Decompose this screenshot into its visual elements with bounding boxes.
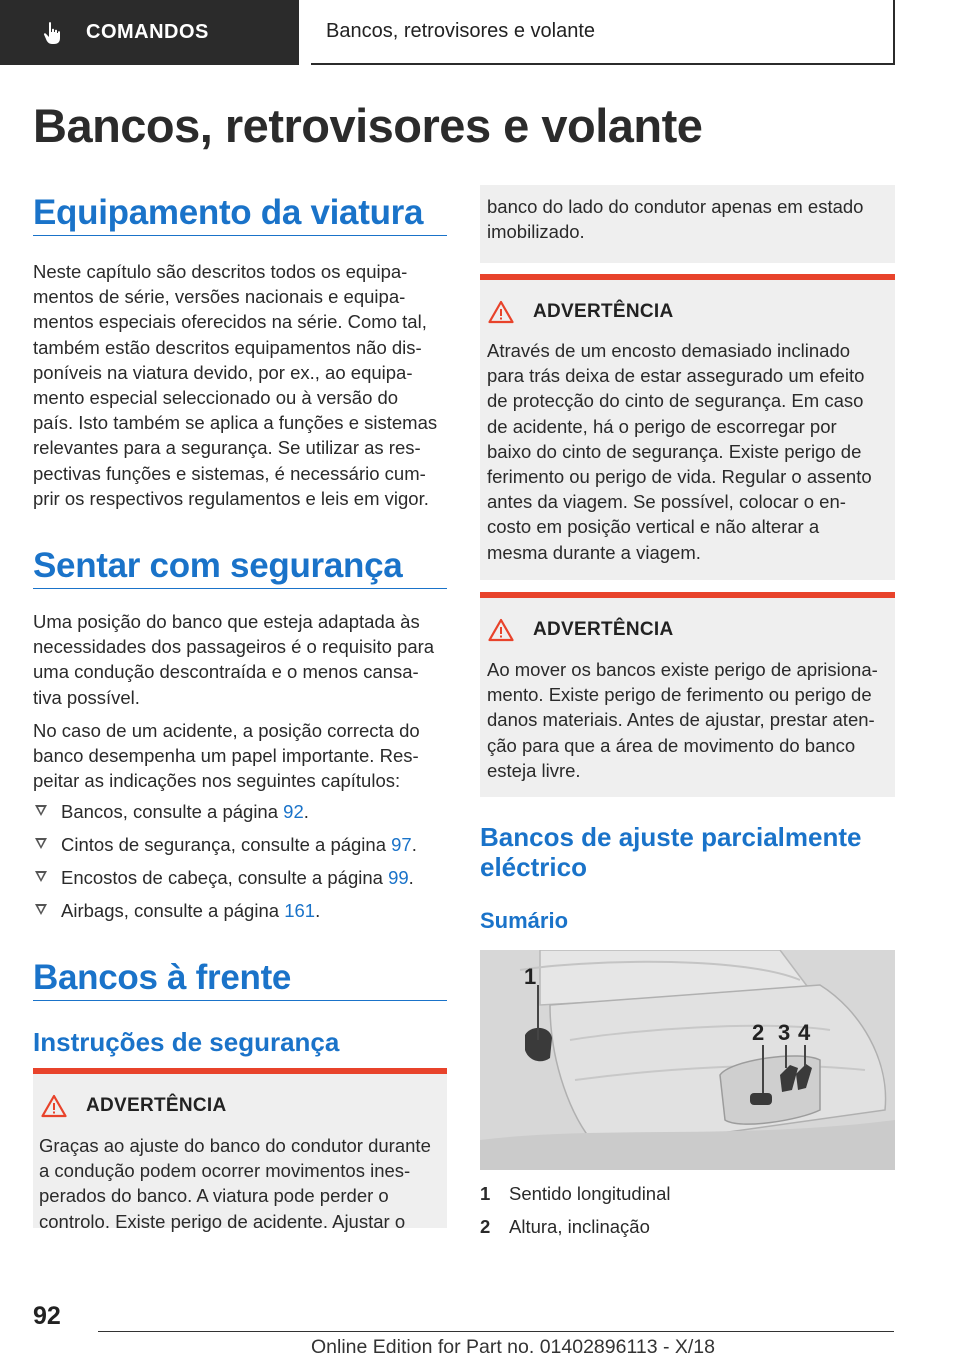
list-item [33, 799, 417, 832]
heading-rule [33, 235, 447, 236]
text-line: costo em posição vertical e não alterar a [487, 516, 820, 538]
text-line: Graças ao ajuste do banco do condutor durante [39, 1135, 431, 1156]
warning-header [488, 300, 674, 324]
subheading-instrucoes: Instruções de segurança [33, 1027, 340, 1057]
callout-label: 2 [752, 1020, 765, 1045]
page-link[interactable]: 161 [284, 900, 316, 921]
paragraph-sentar-1 [33, 609, 434, 710]
list-item-text: Airbags, consulte a página [61, 900, 285, 921]
warning-triangle-icon [41, 1094, 67, 1118]
page-link[interactable]: 92 [283, 801, 304, 822]
text-line: danos materiais. Antes de ajustar, prestar aten‐ [487, 709, 875, 731]
list-item-text: Cintos de segurança, consulte a página [61, 834, 392, 855]
text-line: ção para que a área de movimento do banco [487, 734, 856, 756]
legend-number: 1 [480, 1183, 491, 1204]
page-link[interactable]: 97 [391, 834, 412, 855]
chapter-label: Bancos, retrovisores e volante [326, 20, 596, 42]
footer-rule [98, 1331, 894, 1332]
warning-text [487, 338, 872, 565]
warning-title: ADVERTÊNCIA [533, 619, 674, 640]
text-line: para trás deixa de estar assegurado um efeito [487, 365, 865, 387]
text-line: banco do lado do condutor apenas em estado [487, 196, 864, 217]
legend-text: Altura, inclinação [509, 1216, 650, 1237]
text-line: mento. Existe perigo de ferimento ou perigo de [487, 684, 872, 706]
list-item-end: . [411, 834, 417, 855]
text-line: pectivas funções e sistemas, é necessário cum‐ [33, 462, 426, 484]
text-line: peitar as indicações nos seguintes capítulos: [33, 770, 401, 792]
text-line: banco desempenha um papel importante. Res‐ [33, 745, 419, 767]
callout-label: 1 [524, 964, 537, 989]
text-line: controlo. Existe perigo de acidente. Ajustar o [39, 1210, 406, 1232]
triangle-bullet-icon [35, 805, 47, 816]
list-item-text: Bancos, consulte a página [61, 801, 284, 822]
legend-item [480, 1183, 671, 1205]
page-title: Bancos, retrovisores e volante [33, 99, 703, 152]
text-line: mesma durante a viagem. [487, 541, 701, 563]
reference-list [33, 799, 417, 931]
legend-item [480, 1216, 650, 1238]
warning-box [480, 274, 895, 580]
heading-bancos-frente: Bancos à frente [33, 958, 292, 997]
warning-title: ADVERTÊNCIA [533, 301, 674, 322]
hand-pointer-icon [42, 21, 64, 45]
warning-header [41, 1094, 227, 1118]
list-item-end: . [303, 801, 309, 822]
text-line: esteja livre. [487, 759, 581, 781]
page-link[interactable]: 99 [388, 867, 409, 888]
paragraph-equipamento [33, 259, 437, 511]
seat-controls-figure [480, 950, 895, 1170]
text-line: tiva possível. [33, 686, 140, 708]
text-line: necessidades dos passageiros é o requisito para [33, 636, 435, 658]
heading-equipamento: Equipamento da viatura [33, 193, 424, 232]
list-item [33, 832, 417, 865]
triangle-bullet-icon [35, 904, 47, 915]
text-line: de protecção do cinto de segurança. Em caso [487, 390, 864, 412]
triangle-bullet-icon [35, 871, 47, 882]
text-line: poníveis na viatura devido, por ex., ao equipa‐ [33, 361, 413, 383]
text-line: relevantes para a segurança. Se utilizar as res‐ [33, 437, 421, 459]
text-line: ferimento ou perigo de vida. Regular o assento [487, 466, 872, 488]
warning-header [488, 618, 674, 642]
text-line: No caso de um acidente, a posição correcta do [33, 720, 420, 741]
heading-rule [33, 1000, 447, 1001]
section-tab [0, 0, 299, 65]
heading-sentar: Sentar com segurança [33, 546, 403, 585]
subheading-sumario: Sumário [480, 908, 569, 933]
list-item-end: . [315, 900, 321, 921]
section-label: COMANDOS [86, 21, 209, 43]
edition-text: Online Edition for Part no. 01402896113 - X/18 [311, 1336, 715, 1358]
text-line: imobilizado. [487, 221, 585, 243]
heading-line: Bancos de ajuste parcialmente [480, 822, 862, 852]
legend-number: 2 [480, 1216, 491, 1237]
text-line: também estão descritos equipamentos não dis‐ [33, 336, 422, 358]
text-line: uma condução descontraída e o menos cansa‐ [33, 661, 419, 683]
text-line: mentos de série, versões nacionais e equipa‐ [33, 286, 406, 308]
warning-box [33, 1068, 447, 1232]
triangle-bullet-icon [35, 838, 47, 849]
callout-label: 3 [778, 1020, 791, 1045]
callout-label: 4 [798, 1020, 811, 1045]
text-line: Uma posição do banco que esteja adaptada às [33, 611, 420, 632]
text-line: de acidente, há o perigo de escorregar por [487, 415, 837, 437]
text-line: país. Isto também se aplica a funções e sistemas [33, 412, 438, 434]
legend-text: Sentido longitudinal [509, 1183, 671, 1204]
warning-text [487, 657, 878, 783]
paragraph-sentar-2 [33, 718, 420, 794]
list-item-end: . [408, 867, 414, 888]
text-line: baixo do cinto de segurança. Existe perigo de [487, 440, 862, 462]
heading-rule [33, 588, 447, 589]
text-line: Através de um encosto demasiado inclinado [487, 340, 851, 361]
text-line: antes da viagem. Se possível, colocar o en‐ [487, 491, 846, 513]
text-line: prir os respectivos regulamentos e leis em vigor. [33, 487, 429, 509]
warning-triangle-icon [488, 300, 514, 324]
warning-title: ADVERTÊNCIA [86, 1095, 227, 1116]
warning-triangle-icon [488, 618, 514, 642]
heading-ajuste [480, 822, 861, 882]
warning-box [480, 592, 895, 797]
text-line: perados do banco. A viatura pode perder o [39, 1185, 389, 1207]
text-line: Neste capítulo são descritos todos os equipa‐ [33, 261, 408, 282]
list-item-text: Encostos de cabeça, consulte a página [61, 867, 389, 888]
page-number: 92 [33, 1302, 61, 1330]
text-line: mento especial seleccionado ou à versão do [33, 387, 399, 409]
seat-illustration [480, 950, 895, 1170]
warning-box-continued [480, 185, 895, 263]
list-item [33, 865, 417, 898]
text-line: Ao mover os bancos existe perigo de aprisiona‐ [487, 659, 878, 680]
list-item [33, 898, 417, 931]
warning-text [487, 194, 863, 244]
text-line: a condução podem ocorrer movimentos ines‐ [39, 1160, 411, 1182]
warning-text [39, 1133, 431, 1234]
heading-line: eléctrico [480, 852, 587, 882]
chapter-tab [311, 0, 895, 65]
text-line: mentos especiais oferecidos na série. Como tal, [33, 311, 427, 333]
